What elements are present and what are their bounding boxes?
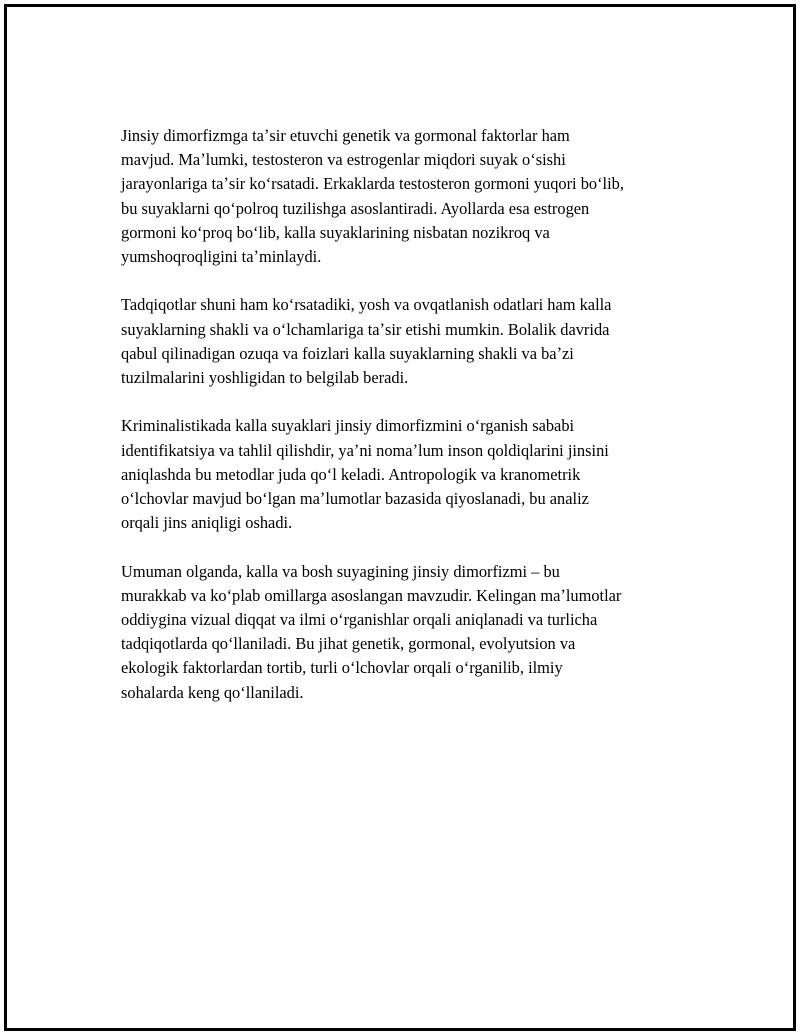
paragraph-age-nutrition: Tadqiqotlar shuni ham koʻrsatadiki, yosh va ovqatlanish odatlari ham kalla suyaklarning shakli va oʻlchamlariga taʼsir etishi mumkin. Bolalik davrida qabul qilinadigan ozuqa va foizlari kalla suyaklarning shakli va baʼzi tuzilmalarini yoshligidan to belgilab beradi. (121, 295, 612, 388)
paragraph-hormonal-factors: Jinsiy dimorfizmga taʼsir etuvchi genetik va gormonal faktorlar ham mavjud. Maʼlumki, testosteron va estrogenlar miqdori suyak oʻsishi jarayonlariga taʼsir koʻrsatadi. Erkaklarda testosteron gormoni yuqori boʻlib, bu suyaklarni qoʻpolroq tuzilishga asoslantiradi. Ayollarda esa estrogen gormoni koʻproq boʻlib, kalla suyaklarining nisbatan nozikroq va yumshoqroqligini taʼminlaydi. (121, 126, 624, 267)
paragraph-conclusion: Umuman olganda, kalla va bosh suyagining jinsiy dimorfizmi – bu murakkab va koʻplab omillarga asoslangan mavzudir. Kelingan maʼlumotlar oddiygina vizual diqqat va ilmi oʻrganishlar orqali aniqlanadi va turlicha tadqiqotlarda qoʻllaniladi. Bu jihat genetik, gormonal, evolyutsion va ekologik faktorlardan tortib, turli oʻlchovlar orqali oʻrganilib, ilmiy sohalarda keng qoʻllaniladi. (121, 561, 622, 702)
page-frame (4, 4, 796, 1031)
document-body (121, 124, 691, 729)
paragraph-forensics: Kriminalistikada kalla suyaklari jinsiy dimorfizmini oʻrganish sababi identifikatsiya va tahlil qilishdir, yaʼni nomaʼlum inson qoldiqlarini jinsini aniqlashda bu metodlar juda qoʻl keladi. Antropologik va kranometrik oʻlchovlar mavjud boʻlgan maʼlumotlar bazasida qiyoslanadi, bu analiz orqali jins aniqligi oshadi. (121, 416, 609, 533)
